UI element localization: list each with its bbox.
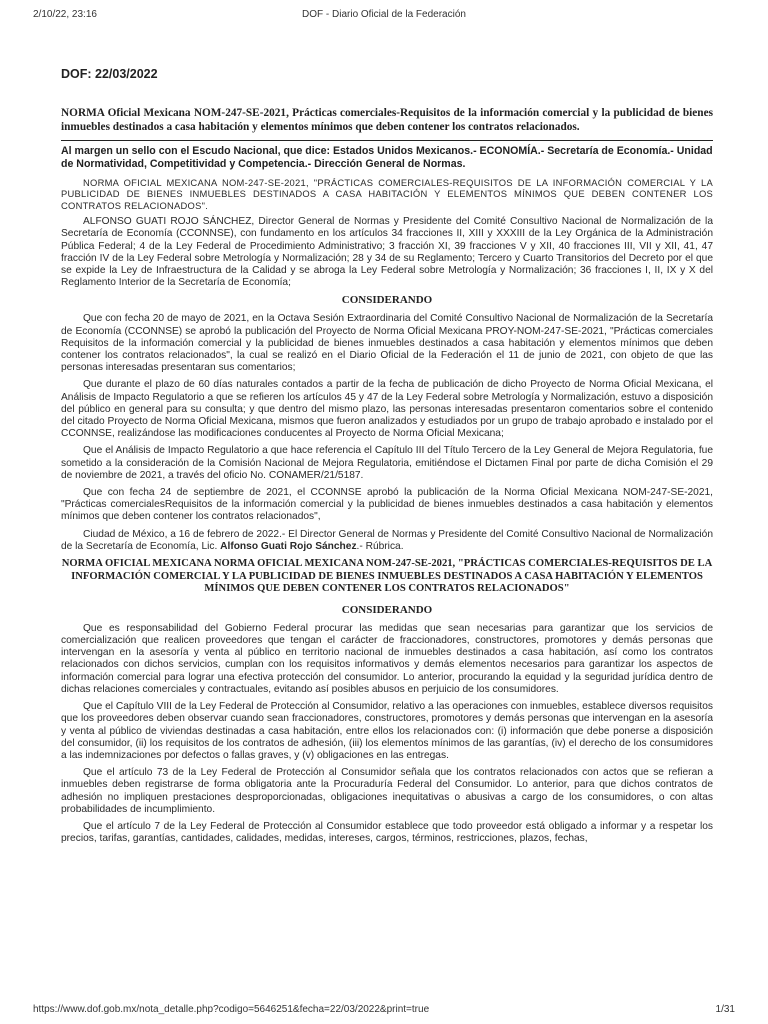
alfonso-paragraph: ALFONSO GUATI ROJO SÁNCHEZ, Director General de Normas y Presidente del Comité Consultivo Nacional de Normalización de la Secretaría de Economía (CCONNSE), con fundamento en los artículos 34 fracciones II, XIII y XXXIII de la Ley Orgánica de la Administración Pública Federal; 4 de la Ley Federal de Procedimiento Administrativo; 3 fracción XI, 39 fracciones V y XII, 40 fracciones III, VII y XII, 41, 47 fracción IV de la Ley Federal sobre Metrología y Normalización; 28 y 34 de su Reglamento; Tercero y Cuarto Transitorios del Decreto por el que se expide la Ley de Infraestructura de la Calidad y se abroga la Ley Federal sobre Metrología y Normalización; 36 fracciones I, II, IX y X del Reglamento Interior de la Secretaría de Economía;	[61, 216, 713, 289]
considerando-heading: CONSIDERANDO	[341, 294, 433, 307]
print-footer	[0, 1000, 768, 1024]
print-header	[0, 0, 768, 26]
paragraph: Que el Análisis de Impacto Regulatorio a que hace referencia el Capítulo III del Título Tercero de la Ley General de Mejora Regulatoria, fue sometido a la consideración de la Comisión Nacional de Mejora Regulatoria, emitiéndose el Dictamen Final por parte de dicha Comisión el 29 de noviembre de 2021, a través del oficio No. CONAMER/21/5187.	[61, 445, 713, 481]
paragraph: Que el artículo 73 de la Ley Federal de Protección al Consumidor señala que los contratos relacionados con actos que se refieran a inmuebles deben registrarse de forma obligatoria ante la Procuraduría Federal del Consumidor. Lo anterior, para que dichos contratos de adhesión no impliquen prestaciones desproporcionadas, obligaciones inequitativas o abusivas a cargo de los consumidores, o con altas probabilidades de incumplimiento.	[61, 767, 713, 815]
considerando-heading: CONSIDERANDO	[341, 603, 433, 616]
signature-suffix: .- Rúbrica.	[356, 540, 404, 552]
paragraph: Que durante el plazo de 60 días naturales contados a partir de la fecha de publicación de dicho Proyecto de Norma Oficial Mexicana, el Análisis de Impacto Regulatorio a que se refieren los artículos 45 y 47 de la Ley Federal sobre Metrología y Normalización, estuvo a disposición del público en general para su consulta; y que dentro del mismo plazo, las personas interesadas presentaron comentarios sobre el contenido del citado Proyecto de Norma Oficial Mexicana, mismos que fueron analizados y estudiados por un grupo de trabajo aprobado e instalado por el CCONNSE, realizándose las modificaciones conducentes al Proyecto de Norma Oficial Mexicana;	[61, 379, 713, 440]
norma-title: NORMA Oficial Mexicana NOM-247-SE-2021, Prácticas comerciales-Requisitos de la información comercial y la publicidad de bienes inmuebles destinados a casa habitación y elementos mínimos que deben contener los contratos relacionados.	[61, 107, 713, 133]
title-divider	[61, 140, 713, 141]
paragraph: Que es responsabilidad del Gobierno Federal procurar las medidas que sean necesarias para garantizar que los servicios de comercialización que realicen proveedores que tengan el carácter de fraccionadores, constructores, promotores y demás personas que intervengan en la asesoría y venta al público en territorio nacional de inmuebles destinados a casa habitación, así como los contratos relacionados con dichos servicios, cumplan con los requisitos informativos y demás elementos necesarios para garantizar los aspectos de información comercial para lograr una efectiva protección del consumidor. Lo anterior, procurando la equidad y la seguridad jurídica dentro de dichas relaciones comerciales y contractuales, evitando así posibles abusos en perjuicio de los consumidores.	[61, 622, 713, 695]
norma-center-title: NORMA OFICIAL MEXICANA NORMA OFICIAL MEXICANA NOM-247-SE-2021, "PRÁCTICAS COMERCIALES-REQUISITOS DE LA INFORMACIÓN COMERCIAL Y LA PUBLICIDAD DE BIENES INMUEBLES DESTINADOS A CASA HABITACIÓN Y ELEMENTOS MÍNIMOS QUE DEBEN CONTENER LOS CONTRATOS RELACIONADOS"	[61, 558, 713, 595]
caps-paragraph: NORMA OFICIAL MEXICANA NOM-247-SE-2021, "PRÁCTICAS COMERCIALES-REQUISITOS DE LA INFORMACIÓN COMERCIAL Y LA PUBLICIDAD DE BIENES INMUEBLES DESTINADOS A CASA HABITACIÓN Y ELEMENTOS MÍNIMOS QUE DEBEN CONTENER LOS CONTRATOS RELACIONADOS".	[61, 177, 713, 211]
signer-name: Alfonso Guati Rojo Sánchez	[220, 540, 357, 552]
signature-paragraph	[61, 529, 713, 553]
margen-seal-text: Al margen un sello con el Escudo Nacional, que dice: Estados Unidos Mexicanos.- ECONOMÍA.- Secretaría de Economía.- Unidad de Normatividad, Competitividad y Competencia.- Dirección General de Normas.	[61, 145, 713, 170]
signature-prefix: Ciudad de México, a 16 de febrero de 2022.- El Director General de Normas y Presidente del Comité Consultivo Nacional de Normalización de la Secretaría de Economía, Lic.	[61, 528, 713, 552]
print-datetime: 2/10/22, 23:16	[33, 9, 97, 20]
paragraph: Que el artículo 7 de la Ley Federal de Protección al Consumidor establece que todo proveedor está obligado a informar y a respetar los precios, tarifas, garantías, cantidades, calidades, medidas, intereses, cargos, términos, restricciones, plazos, fechas,	[61, 820, 713, 845]
paragraph: Que el Capítulo VIII de la Ley Federal de Protección al Consumidor, relativo a las operaciones con inmuebles, establece diversos requisitos que los proveedores deben observar cuando sean fraccionadores, constructores, promotores y demás personas que intervengan en la asesoría y venta al público de viviendas destinadas a casa habitación, entre ellos los relacionados con: (i) información que debe ponerse a disposición del consumidor, (ii) los requisitos de los contratos de adhesión, (iii) los elementos mínimos de las garantías, (iv) el derecho de los consumidores a las indemnizaciones por defectos o fallas graves, y (v) obligaciones en las entregas.	[61, 701, 713, 761]
document-body	[61, 64, 713, 998]
page-url-link[interactable]: https://www.dof.gob.mx/nota_detalle.php?codigo=5646251&fecha=22/03/2022&print=true	[33, 1004, 430, 1015]
paragraph: Que con fecha 20 de mayo de 2021, en la Octava Sesión Extraordinaria del Comité Consultivo Nacional de Normalización de la Secretaría de Economía (CCONNSE) se aprobó la publicación del Proyecto de Norma Oficial Mexicana PROY-NOM-247-SE-2021, "Prácticas comerciales Requisitos de la información comercial y la publicidad de bienes inmuebles destinados a casa habitación y elementos mínimos que deben contener los contratos relacionados", la cual se realizó en el Diario Oficial de la Federación el 11 de junio de 2021, con objeto de que las personas interesadas presentaran sus comentarios;	[61, 313, 713, 374]
print-page-title: DOF - Diario Oficial de la Federación	[302, 9, 466, 20]
dof-date: DOF: 22/03/2022	[61, 67, 158, 81]
page-number: 1/31	[715, 1004, 735, 1015]
paragraph: Que con fecha 24 de septiembre de 2021, el CCONNSE aprobó la publicación de la Norma Oficial Mexicana NOM-247-SE-2021, "Prácticas comercialesRequisitos de la información comercial y la publicidad de bienes inmuebles destinados a casa habitación y elementos mínimos que deben contener los contratos relacionados",	[61, 487, 713, 523]
